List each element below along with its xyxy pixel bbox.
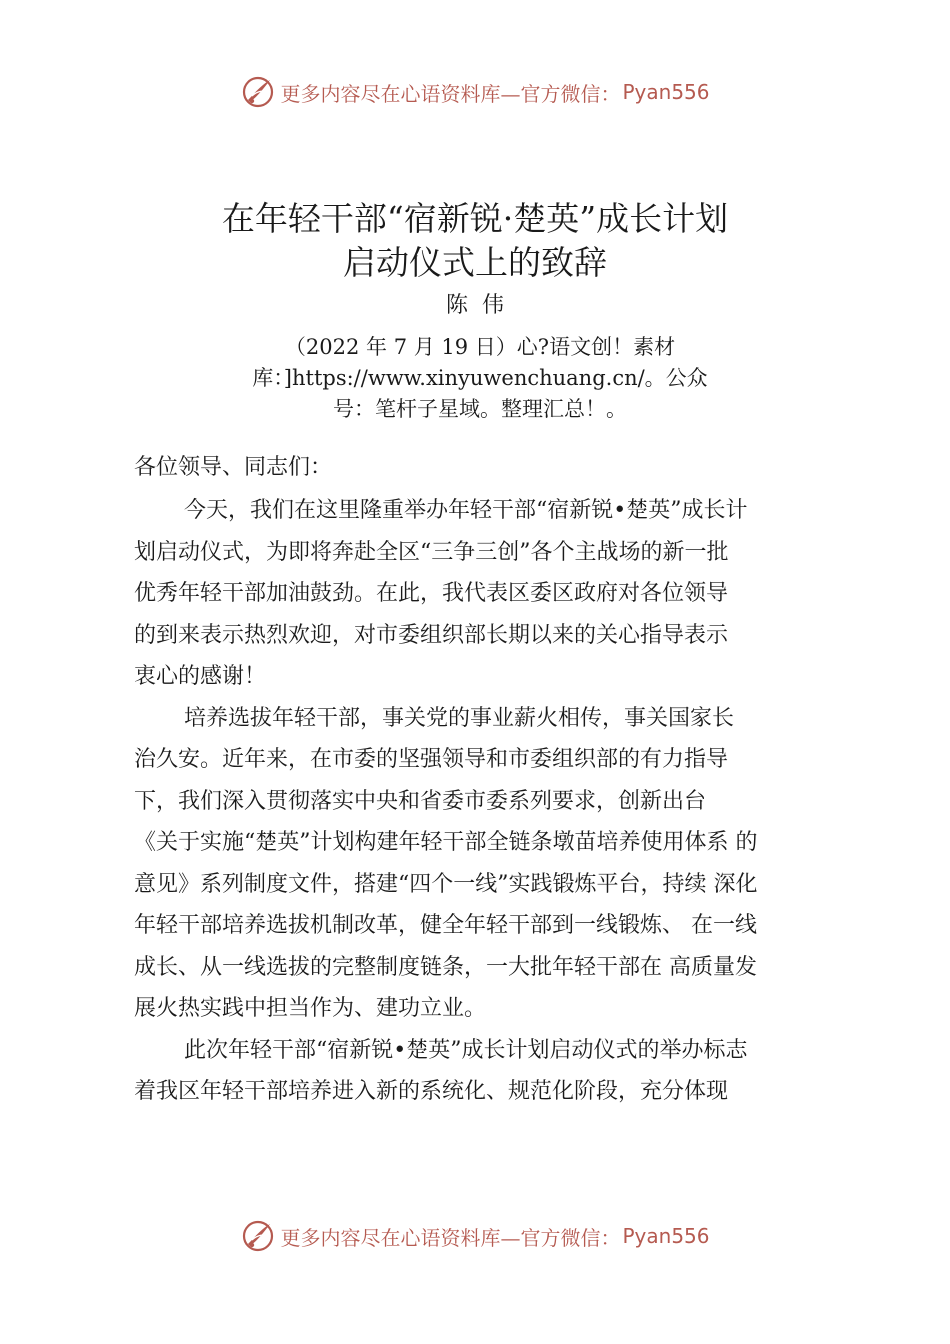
body-line: 此次年轻干部“宿新锐•楚英”成长计划启动仪式的举办标志	[184, 1037, 748, 1063]
footer-banner	[0, 1216, 950, 1256]
body-line: 年轻干部培养选拔机制改革，健全年轻干部到一线锻炼、 在一线	[134, 913, 757, 938]
paragraph-1	[134, 490, 834, 698]
document-body	[134, 490, 834, 1113]
date-line: 号：笔杆子星域。整理汇总！。	[333, 397, 627, 421]
header-banner	[0, 72, 950, 112]
paragraph-2	[134, 698, 834, 1030]
body-line: 着我区年轻干部培养进入新的系统化、规范化阶段，充分体现	[134, 1079, 729, 1104]
body-line: 《关于实施“楚英”计划构建年轻干部全链条墩苗培养使用体系 的	[134, 830, 758, 855]
body-line: 治久安。近年来，在市委的坚强领导和市委组织部的有力指导	[134, 747, 729, 772]
body-line: 培养选拔年轻干部，事关党的事业薪火相传，事关国家长	[184, 705, 735, 731]
document-title-line-2: 启动仪式上的致辞	[343, 243, 607, 282]
body-line: 划启动仪式，为即将奔赴全区“三争三创”各个主战场的新一批	[134, 539, 729, 565]
date-line: （2022 年 7 月 19 日）心?语文创！素材	[284, 335, 676, 359]
document-title-line-1: 在年轻干部“宿新锐·楚英”成长计划	[221, 199, 729, 238]
date-line: 库：]https://www.xinyuwenchuang.cn/。公众	[252, 366, 708, 390]
document-author: 陈伟	[445, 293, 518, 318]
quill-swirl-logo-icon	[240, 1218, 276, 1254]
banner-wechat-id: Pyan556	[622, 1224, 710, 1248]
body-line: 意见》系列制度文件，搭建“四个一线”实践锻炼平台，持续 深化	[134, 871, 758, 897]
body-line: 今天，我们在这里隆重举办年轻干部“宿新锐•楚英”成长计	[184, 498, 748, 523]
banner-text: 更多内容尽在心语资料库—官方微信：	[280, 1225, 621, 1250]
salutation: 各位领导、同志们：	[134, 455, 333, 480]
body-line: 下，我们深入贯彻落实中央和省委市委系列要求，创新出台	[134, 788, 707, 814]
body-line: 的到来表示热烈欢迎，对市委组织部长期以来的关心指导表示	[134, 622, 729, 648]
quill-swirl-logo-icon	[240, 74, 276, 110]
body-line: 成长、从一线选拔的完整制度链条，一大批年轻干部在 高质量发	[134, 954, 757, 980]
date-source-block	[210, 332, 750, 425]
body-line: 衷心的感谢！	[134, 664, 267, 689]
banner-text: 更多内容尽在心语资料库—官方微信：	[280, 81, 621, 106]
banner-wechat-id: Pyan556	[622, 80, 710, 104]
paragraph-3	[134, 1030, 834, 1113]
body-line: 优秀年轻干部加油鼓劲。在此，我代表区委区政府对各位领导	[134, 581, 729, 606]
body-line: 展火热实践中担当作为、建功立业。	[134, 996, 487, 1021]
